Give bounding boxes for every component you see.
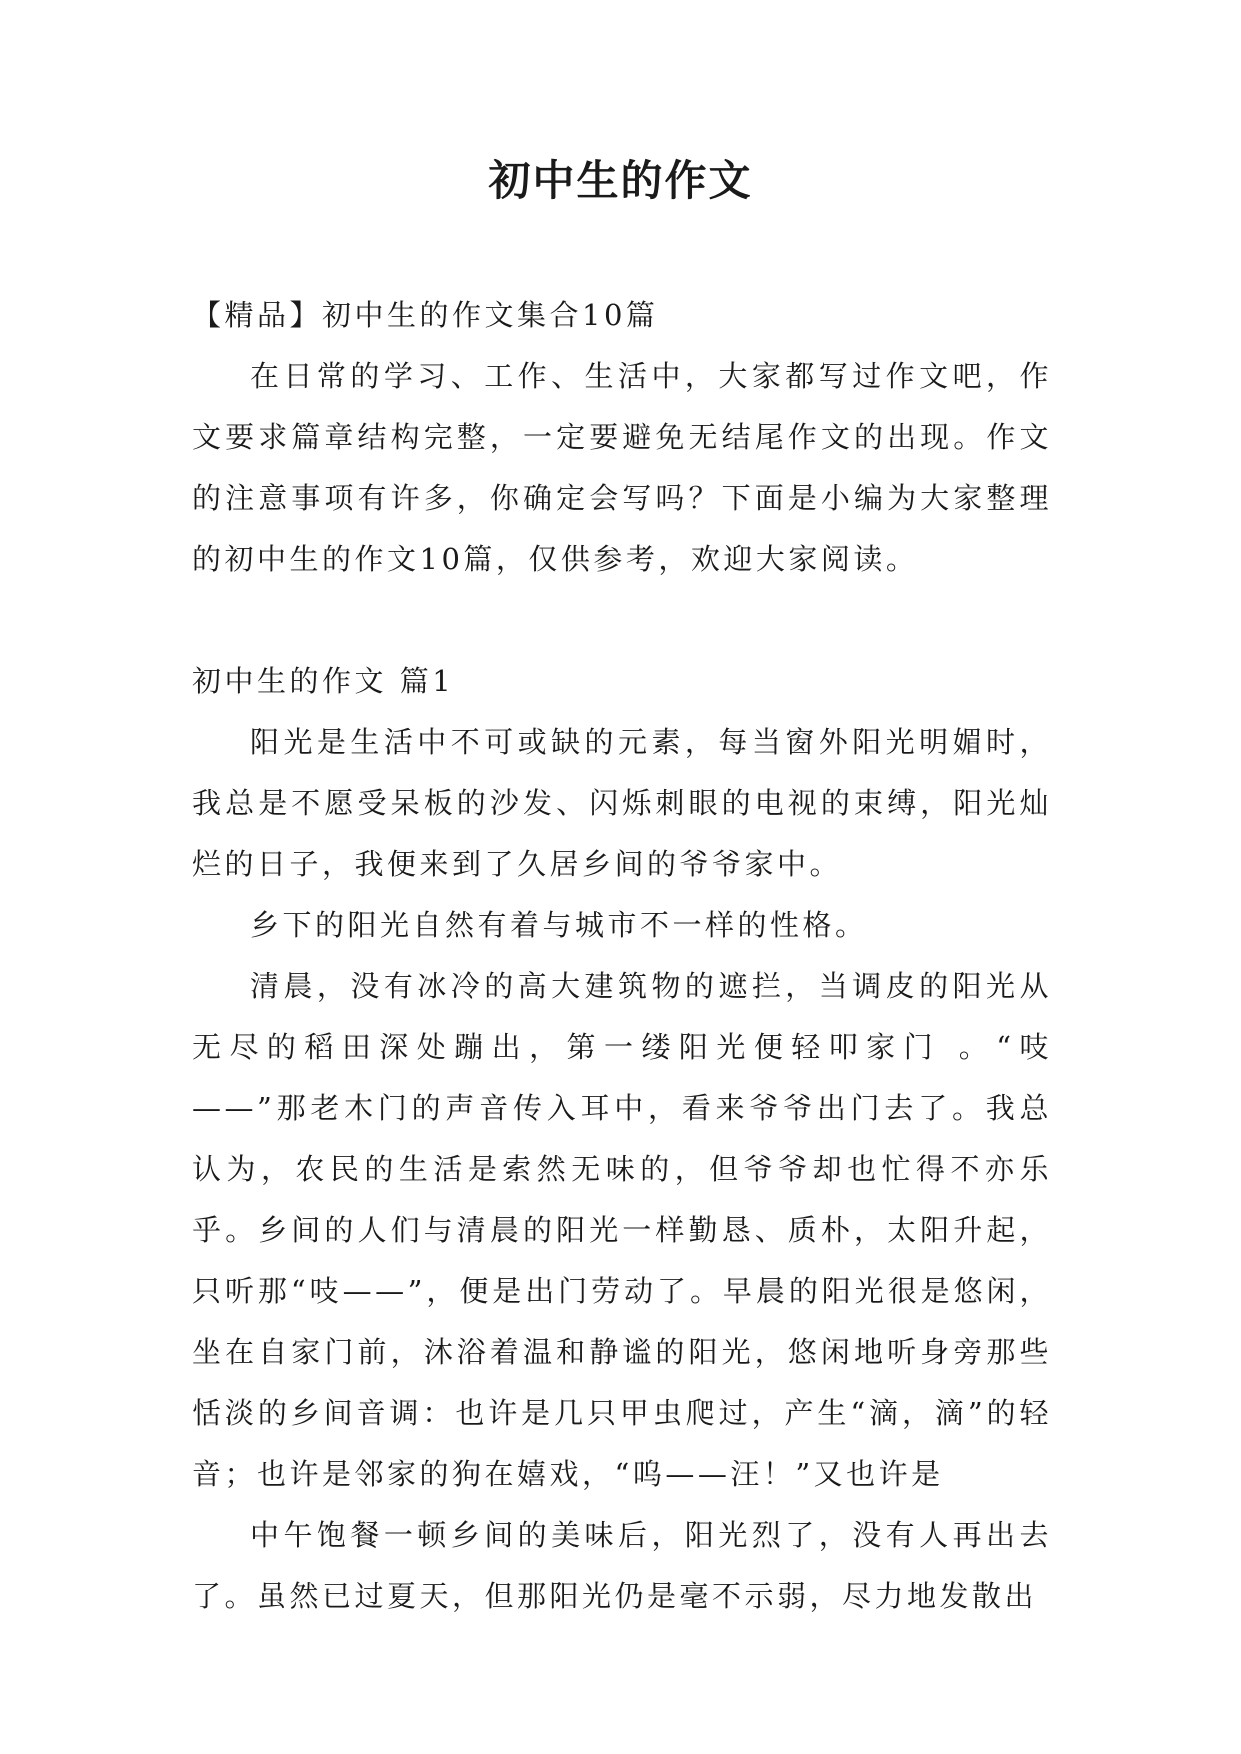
body-paragraph: 中午饱餐一顿乡间的美味后，阳光烈了，没有人再出去了。虽然已过夏天，但那阳光仍是毫不示弱，尽力地发散出 (192, 1518, 1052, 1613)
body-paragraph: 阳光是生活中不可或缺的元素，每当窗外阳光明媚时，我总是不愿受呆板的沙发、闪烁刺眼的电视的束缚，阳光灿烂的日子，我便来到了久居乡间的爷爷家中。 (192, 725, 1052, 881)
document-heading: 【精品】初中生的作文集合10篇 (192, 298, 659, 332)
document-body (192, 285, 1052, 1627)
section-title: 初中生的作文 篇1 (192, 664, 455, 698)
document-title: 初中生的作文 (488, 156, 753, 205)
section-spacer (192, 590, 1052, 651)
intro-paragraph: 在日常的学习、工作、生活中，大家都写过作文吧，作文要求篇章结构完整，一定要避免无结尾作文的出现。作文的注意事项有许多，你确定会写吗？下面是小编为大家整理的初中生的作文10篇，仅供参考，欢迎大家阅读。 (192, 359, 1052, 576)
body-paragraph: 清晨，没有冰冷的高大建筑物的遮拦，当调皮的阳光从无尽的稻田深处蹦出，第一缕阳光便轻叩家门 。“吱——”那老木门的声音传入耳中，看来爷爷出门去了。我总认为，农民的生活是索然无味的，但爷爷却也忙得不亦乐乎。乡间的人们与清晨的阳光一样勤恳、质朴，太阳升起，只听那“吱——”，便是出门劳动了。早晨的阳光很是悠闲，坐在自家门前，沐浴着温和静谧的阳光，悠闲地听身旁那些恬淡的乡间音调：也许是几只甲虫爬过，产生“滴，滴”的轻音；也许是邻家的狗在嬉戏，“呜——汪！”又也许是 (192, 969, 1052, 1491)
body-paragraph: 乡下的阳光自然有着与城市不一样的性格。 (250, 908, 868, 942)
